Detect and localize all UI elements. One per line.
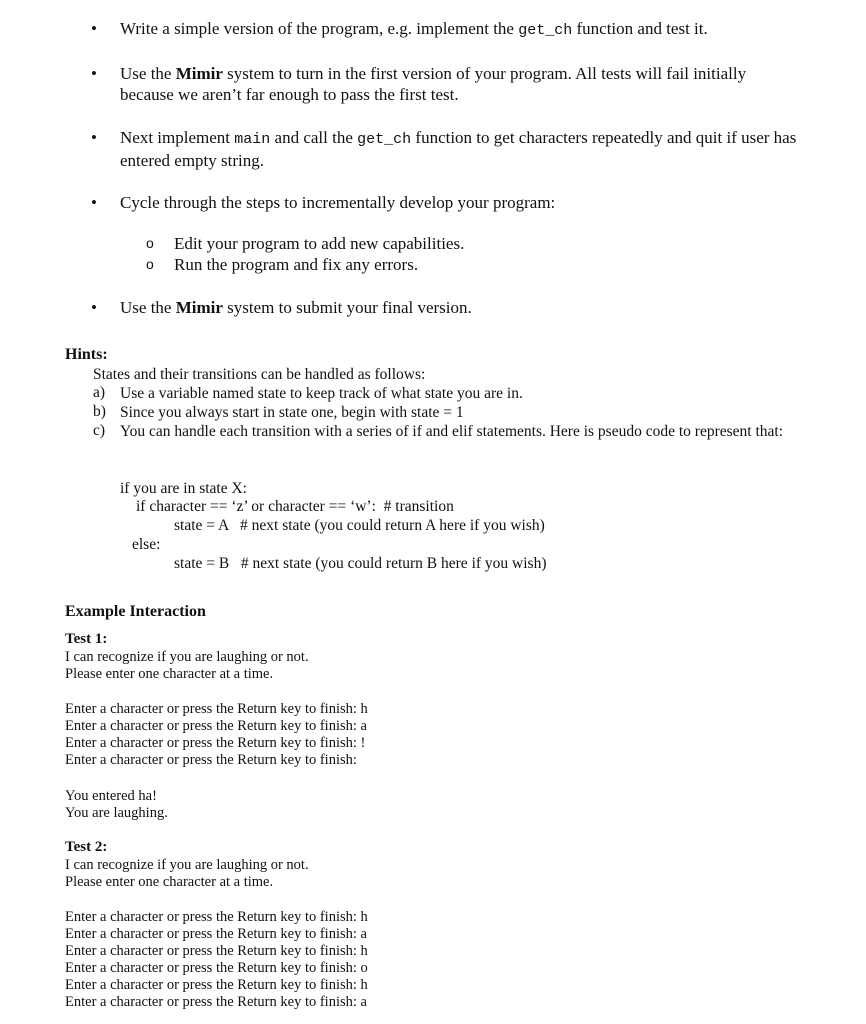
code-get-ch: get_ch <box>518 22 573 39</box>
output-line: Enter a character or press the Return key to finish: a <box>65 994 367 1010</box>
bullet-marker: • <box>91 298 97 317</box>
sub-bullet-text: Edit your program to add new capabilities. <box>174 234 465 253</box>
output-line: Please enter one character at a time. <box>65 874 274 890</box>
pseudo-code-line: if character == ‘z’ or character == ‘w’: # transition <box>136 498 454 515</box>
output-line: Please enter one character at a time. <box>65 666 274 682</box>
output-line: Enter a character or press the Return key to finish: a <box>65 718 367 734</box>
bullet-text: Cycle through the steps to incrementally develop your program: <box>120 193 556 212</box>
output-line: Enter a character or press the Return key to finish: o <box>65 960 368 976</box>
code-main: main <box>234 131 271 148</box>
sub-bullet-marker: o <box>146 235 154 251</box>
output-line: You entered ha! <box>65 788 157 804</box>
sub-bullet-marker: o <box>146 256 154 272</box>
hint-text: Use a variable named state to keep track of what state you are in. <box>120 385 523 402</box>
output-line: Enter a character or press the Return key to finish: a <box>65 926 367 942</box>
bullet-text: Write a simple version of the program, e.g. implement the get_ch function and test it. <box>120 19 708 39</box>
bullet-marker: • <box>91 64 97 83</box>
output-line: Enter a character or press the Return key to finish: h <box>65 977 368 993</box>
bullet-marker: • <box>91 128 97 147</box>
pseudo-code-line: state = A # next state (you could return A here if you wish) <box>174 517 545 534</box>
pseudo-code-line: else: <box>132 536 161 553</box>
test1-heading: Test 1: <box>65 631 108 647</box>
mimir-bold: Mimir <box>175 64 223 83</box>
hint-marker: a) <box>93 384 106 401</box>
output-line: Enter a character or press the Return key to finish: h <box>65 701 368 717</box>
output-line: I can recognize if you are laughing or not. <box>65 649 309 665</box>
code-get-ch: get_ch <box>357 131 412 148</box>
hint-marker: c) <box>93 422 106 439</box>
bullet-text: Use the Mimir system to turn in the first version of your program. All tests will fail initially because we aren’t far enough to pass the first test. <box>120 64 747 104</box>
output-line: Enter a character or press the Return key to finish: h <box>65 909 368 925</box>
hint-marker: b) <box>93 403 106 420</box>
mimir-bold: Mimir <box>175 298 223 317</box>
bullet-marker: • <box>91 193 97 212</box>
output-line: Enter a character or press the Return key to finish: <box>65 752 357 768</box>
output-line: Enter a character or press the Return key to finish: ! <box>65 735 366 751</box>
pseudo-code-line: state = B # next state (you could return B here if you wish) <box>174 555 547 572</box>
hints-heading: Hints: <box>65 346 108 363</box>
hint-text: Since you always start in state one, begin with state = 1 <box>120 404 464 421</box>
pseudo-code-line: if you are in state X: <box>120 480 247 497</box>
output-line: Enter a character or press the Return key to finish: h <box>65 943 368 959</box>
output-line: I can recognize if you are laughing or not. <box>65 857 309 873</box>
hint-text: You can handle each transition with a series of if and elif statements. Here is pseudo code to represent that: <box>120 423 784 440</box>
test2-heading: Test 2: <box>65 839 108 855</box>
hints-intro: States and their transitions can be handled as follows: <box>93 366 426 383</box>
bullet-text: Use the Mimir system to submit your final version. <box>120 298 472 317</box>
bullet-text: Next implement main and call the get_ch function to get characters repeatedly and quit if user has entered empty string. <box>120 128 797 170</box>
bullet-marker: • <box>91 19 97 38</box>
example-heading: Example Interaction <box>65 603 206 620</box>
sub-bullet-text: Run the program and fix any errors. <box>174 255 419 274</box>
output-line: You are laughing. <box>65 805 168 821</box>
